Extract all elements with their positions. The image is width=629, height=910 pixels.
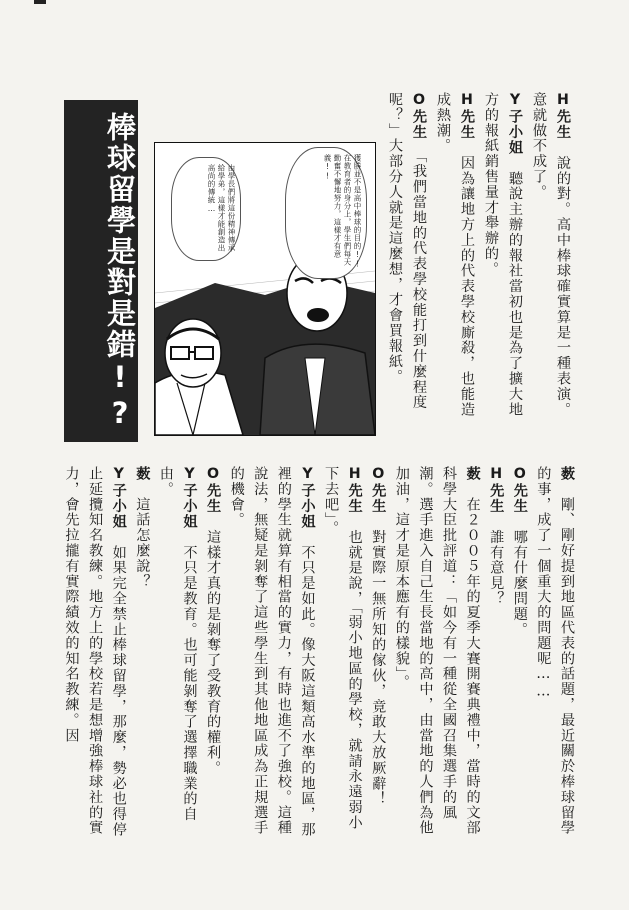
speaker-label: Y子小姐 xyxy=(181,466,198,530)
lower-article-text xyxy=(63,466,578,838)
paragraph-text: 聽說主辦的報社當初也是為了擴大地方的報紙銷售量才舉辦的。 xyxy=(483,92,523,418)
page-corner-mark xyxy=(34,0,46,4)
lower-paragraph-1 xyxy=(531,466,578,838)
lower-paragraph-2 xyxy=(507,466,531,838)
speaker-label: O先生 xyxy=(370,466,387,514)
paragraph-text: 對實際一無所知的傢伙，竟敢大放厥辭！ xyxy=(370,529,387,807)
speech-bubble-right: 獲勝並不是高中棒球的目的!!在教育者的身分上，學生們每天勤奮不懈地努力，這樣才有意義!! xyxy=(285,147,367,279)
paragraph-text: 不只是如此。像大阪這類高水準的地區，那裡的學生就算有相當的實力，有時也進不了強校。這種說法，無疑是剝奪了這些學生到其他地區成為正規選手的機會。 xyxy=(228,466,316,838)
speaker-label: H先生 xyxy=(346,466,363,514)
speech-bubble-left: 由學長們將這份精神傳承給學弟，這樣才能創造出高尚的傳統… xyxy=(171,157,241,261)
speaker-label: 薮 xyxy=(559,466,575,482)
manga-panel xyxy=(154,142,376,436)
upper-paragraph-4 xyxy=(527,92,575,422)
lower-paragraph-5 xyxy=(366,466,390,838)
speaker-label: H先生 xyxy=(459,92,475,140)
paragraph-text: 因為讓地方上的代表學校廝殺，也能造成熱潮。 xyxy=(435,92,475,418)
paragraph-text: 哪有什麼問題。 xyxy=(511,529,528,638)
speaker-label: 薮 xyxy=(464,466,481,482)
speaker-label: H先生 xyxy=(488,466,505,514)
paragraph-text: 也就是說，「弱小地區的學校，就請永遠弱小下去吧」。 xyxy=(323,466,363,831)
paragraph-text: 「我們當地的代表學校能打到什麼程度呢？」大部分人就是這麼想，才會買報紙。 xyxy=(387,92,427,411)
lower-paragraph-10 xyxy=(130,466,154,838)
speaker-label: O先生 xyxy=(205,466,222,514)
paragraph-text: 這話怎麼說？ xyxy=(134,496,151,590)
lower-paragraph-7 xyxy=(224,466,318,838)
speaker-label: H先生 xyxy=(555,92,571,140)
lower-paragraph-6 xyxy=(318,466,365,838)
paragraph-text: 在２００５年的夏季大賽開賽典禮中，當時的文部科學大臣批評道：「如今有一種從全國召集選手的風潮。選手進入自己生長當地的高中，由當地的人們為他加油，這才是原本應有的樣貌」。 xyxy=(393,466,481,836)
lower-paragraph-3 xyxy=(484,466,508,838)
lower-paragraph-4 xyxy=(389,466,483,838)
upper-paragraph-3 xyxy=(479,92,527,422)
speaker-label: Y子小姐 xyxy=(507,92,523,156)
paragraph-text: 如果完全禁止棒球留學，那麼，勢必也得停止延攬知名教練。地方上的學校若是想增強棒球社的實力，會先拉攏有實際績效的知名教練。因 xyxy=(63,466,127,838)
paragraph-text: 不只是教育。也可能剝奪了選擇職業的自由。 xyxy=(157,466,198,823)
paragraph-text: 說的對。高中棒球確實算是一種表演。意就做不成了。 xyxy=(531,92,571,418)
upper-paragraph-2 xyxy=(431,92,479,422)
paragraph-text: 誰有意見？ xyxy=(488,529,505,607)
paragraph-text: 這樣才真的是剝奪了受教育的權利。 xyxy=(205,529,222,776)
speaker-label: Y子小姐 xyxy=(299,466,316,530)
page-title: 棒球留學是對是錯!? xyxy=(103,112,137,432)
upper-article-text xyxy=(385,92,575,422)
paragraph-text: 剛、剛好提到地區代表的話題，最近關於棒球留學的事，成了一個重大的問題呢…… xyxy=(535,466,575,836)
lower-paragraph-8 xyxy=(201,466,225,838)
lower-paragraph-11 xyxy=(59,466,130,838)
speaker-label: Y子小姐 xyxy=(110,466,127,530)
speaker-label: O先生 xyxy=(411,92,427,140)
title-banner xyxy=(64,100,138,442)
speaker-label: 薮 xyxy=(134,466,151,482)
speaker-label: O先生 xyxy=(511,466,528,514)
lower-paragraph-9 xyxy=(153,466,200,838)
upper-paragraph-1 xyxy=(383,92,431,422)
